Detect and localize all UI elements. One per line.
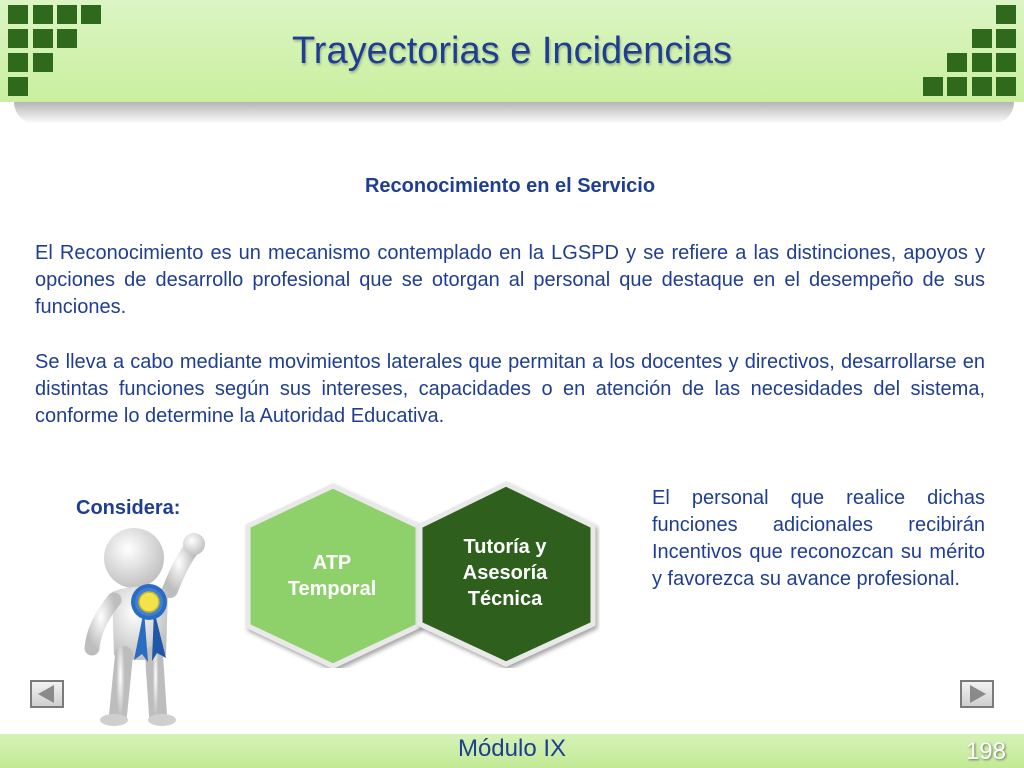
considera-label: Considera: <box>76 497 181 519</box>
next-slide-icon <box>962 682 992 706</box>
prev-slide-button[interactable] <box>30 680 64 708</box>
next-slide-button[interactable] <box>960 680 994 708</box>
module-label: Módulo IX <box>457 735 567 762</box>
page-title: Trayectorias e Incidencias <box>291 30 732 72</box>
section-subtitle: Reconocimiento en el Servicio <box>364 175 656 197</box>
paragraph-definition: El Reconocimiento es un mecanismo contemplado en la LGSPD y se refiere a las distinciones, apoyos y opciones de desarrollo profesional que se otorgan al personal que destaque en el desempeño de sus funciones. <box>35 242 985 318</box>
award-figure-icon <box>62 520 232 730</box>
prev-slide-icon <box>32 682 62 706</box>
header-shadow <box>14 102 1014 124</box>
incentives-text: El personal que realice dichas funciones adicionales recibirán Incentivos que reconozcan su mérito y favorezca su avance profesional. <box>652 487 985 590</box>
hexagon-tutoria-label: Tutoría y Asesoría Técnica <box>462 536 548 610</box>
paragraph-mechanism: Se lleva a cabo mediante movimientos laterales que permitan a los docentes y directivos, desarrollarse en distintas funciones según sus intereses, capacidades o en atención de las necesidades del sistema, conforme lo determine la Autoridad Educativa. <box>35 351 985 427</box>
hexagon-atp-label: ATP Temporal <box>287 552 377 600</box>
page-number: 198 <box>965 738 1006 765</box>
